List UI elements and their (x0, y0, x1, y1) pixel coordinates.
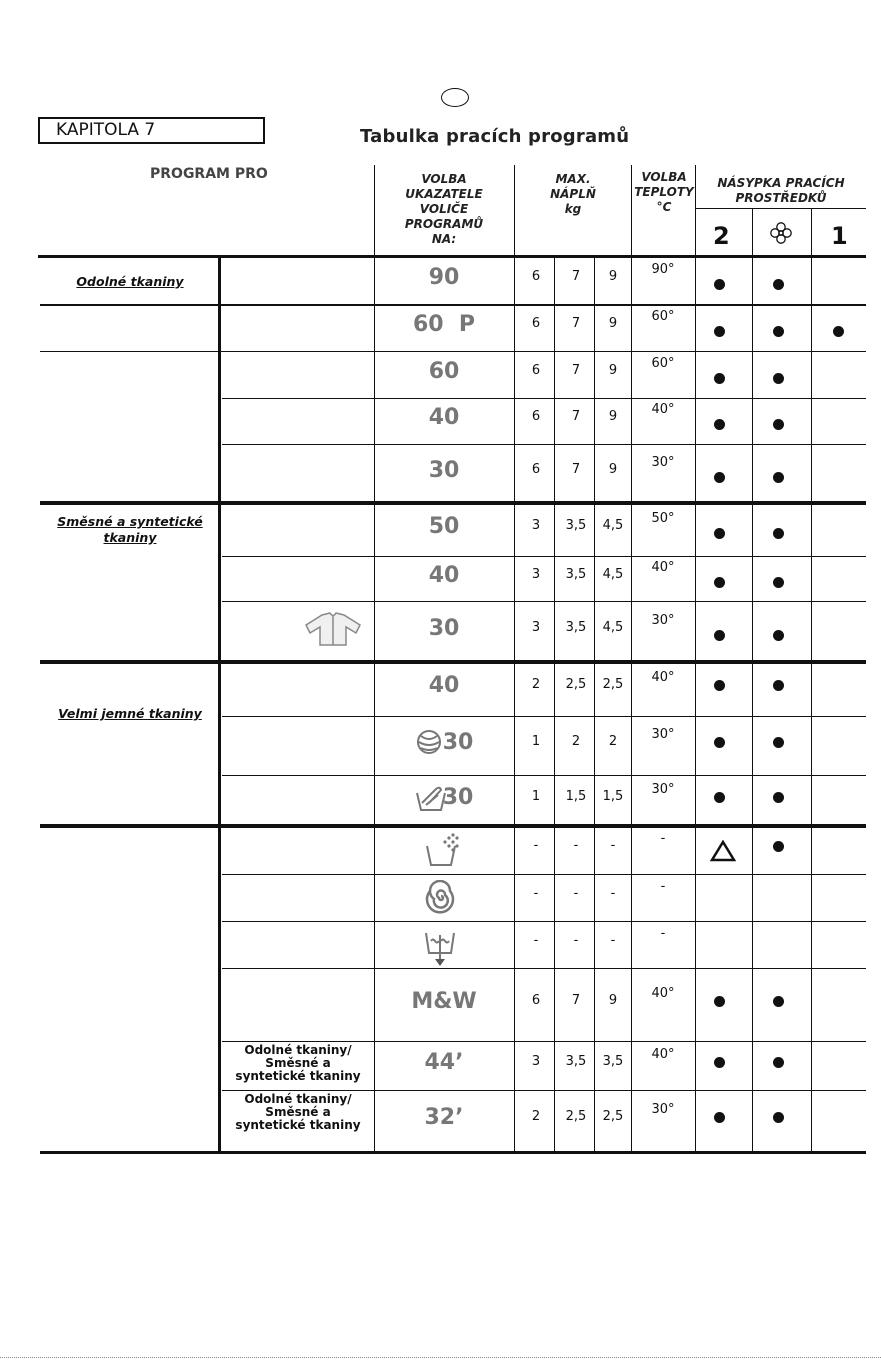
program-value: 32’ (424, 1105, 464, 1130)
dispenser-dot (773, 737, 784, 748)
load-value: 7 (571, 992, 581, 1008)
program-value: 30 (442, 784, 474, 810)
load-value: - (573, 932, 579, 948)
load-value: 4,5 (602, 517, 624, 533)
temperature-value: 30° (651, 1102, 675, 1117)
category-resistant: Odolné tkaniny (76, 274, 184, 289)
load-value: 2,5 (565, 1109, 587, 1124)
dispenser-1-label: 1 (831, 222, 848, 250)
temperature-value: 40° (651, 670, 675, 685)
grid-line (40, 660, 866, 664)
grid-line (222, 398, 866, 399)
dispenser-header: NÁSYPKA PRACÍCH PROSTŘEDKŮ (717, 176, 845, 205)
load-value: 6 (531, 409, 541, 424)
dispenser-dot (714, 528, 725, 539)
grid-line (695, 165, 696, 1152)
load-value: 1,5 (602, 788, 624, 804)
load-value: 7 (571, 362, 581, 378)
load-value: 3 (531, 566, 541, 582)
dispenser-dot (773, 841, 784, 852)
grid-line (222, 968, 866, 969)
dispenser-dot (773, 419, 784, 430)
program-value: M&W (411, 988, 477, 1014)
grid-line (222, 601, 866, 602)
temperature-header: VOLBA TEPLOTY °C (634, 170, 694, 214)
load-value: 6 (531, 362, 541, 378)
temperature-value: 40° (651, 559, 675, 575)
load-value: 7 (571, 315, 581, 331)
dispenser-dot (714, 792, 725, 803)
program-subtext: Odolné tkaniny/ Směsné a syntetické tkaniny (235, 1043, 361, 1083)
program-value: 30 (428, 615, 460, 641)
dispenser-dot (714, 326, 725, 337)
dispenser-dot (714, 472, 725, 483)
temperature-value: - (660, 878, 666, 894)
grid-line (40, 351, 866, 352)
max-load-header: MAX. NÁPLŇ kg (550, 172, 596, 216)
spin-icon (423, 880, 459, 920)
dispenser-dot (773, 1112, 784, 1123)
dispenser-dot (714, 680, 725, 691)
temperature-value: - (660, 925, 666, 941)
dispenser-dot (773, 680, 784, 691)
grid-line (40, 501, 866, 505)
load-value: 4,5 (602, 619, 624, 635)
load-value: 9 (608, 992, 618, 1008)
temperature-value: 60° (651, 355, 675, 371)
wool-icon (414, 728, 444, 760)
load-value: 3 (531, 1053, 541, 1069)
shirt-icon (302, 611, 364, 651)
grid-line (40, 1151, 866, 1154)
dispenser-dot (714, 737, 725, 748)
rinse-icon (423, 832, 463, 872)
temperature-value: 40° (651, 985, 675, 1001)
load-value: - (573, 885, 579, 901)
program-subtext: Odolné tkaniny/ Směsné a syntetické tkaniny (235, 1092, 361, 1132)
load-value: 1 (531, 788, 541, 804)
program-value: 90 (428, 265, 460, 290)
dispenser-dot (773, 528, 784, 539)
load-value: - (573, 838, 579, 853)
chapter-label: KAPITOLA 7 (38, 117, 265, 144)
temperature-value: 60° (651, 308, 675, 324)
grid-line (40, 304, 866, 306)
grid-line (696, 208, 866, 209)
load-value: 7 (571, 461, 581, 477)
program-value: 30 (428, 457, 460, 483)
load-value: 2,5 (602, 677, 624, 692)
load-value: 9 (608, 409, 618, 424)
load-value: 9 (608, 269, 618, 284)
temperature-value: 40° (651, 1046, 675, 1062)
program-value: 40 (428, 673, 460, 698)
dispenser-dot (773, 792, 784, 803)
grid-line (374, 165, 375, 1152)
load-value: 3,5 (565, 517, 587, 533)
load-value: 3 (531, 619, 541, 635)
load-value: - (533, 838, 539, 853)
handwash-icon (414, 783, 450, 817)
program-value: 44’ (424, 1049, 464, 1075)
dispenser-dot (773, 630, 784, 641)
program-value: 50 (428, 513, 460, 539)
category-mixed: Směsné a syntetické tkaniny (57, 514, 203, 545)
grid-line (222, 921, 866, 922)
dispenser-dot (714, 419, 725, 430)
program-value: 60 (428, 358, 460, 384)
load-value: 3,5 (565, 566, 587, 582)
grid-line (594, 258, 595, 1152)
grid-line (811, 208, 812, 1152)
load-value: 2 (571, 733, 581, 749)
grid-line (222, 556, 866, 557)
load-value: - (533, 932, 539, 948)
grid-line (222, 1041, 866, 1042)
grid-line (222, 874, 866, 875)
grid-line (218, 258, 221, 1152)
grid-line (38, 255, 866, 258)
grid-line (222, 775, 866, 776)
load-value: 6 (531, 269, 541, 284)
dispenser-dot (714, 279, 725, 290)
temperature-value: - (660, 831, 666, 846)
drain-icon (423, 927, 457, 971)
category-delicate: Velmi jemné tkaniny (58, 706, 202, 721)
load-value: 1,5 (565, 788, 587, 804)
dispenser-dot (773, 1057, 784, 1068)
dispenser-dot (714, 373, 725, 384)
program-value: 30 (442, 729, 474, 755)
temperature-value: 30° (651, 454, 675, 470)
page-title: Tabulka pracích programů (360, 126, 630, 147)
load-value: 3,5 (602, 1053, 624, 1069)
temperature-value: 40° (651, 402, 675, 417)
load-value: 2 (531, 677, 541, 692)
load-value: 2 (531, 1109, 541, 1124)
program-value: 40 (428, 562, 460, 588)
load-value: 1 (531, 733, 541, 749)
dispenser-dot (833, 326, 844, 337)
load-value: 3 (531, 517, 541, 533)
temperature-value: 50° (651, 510, 675, 526)
dispenser-dot (714, 1057, 725, 1068)
program-value: 60 P (412, 311, 476, 337)
program-value: 40 (428, 405, 460, 430)
page-edge-dotted-line (0, 1357, 881, 1358)
load-value: 6 (531, 461, 541, 477)
temperature-value: 30° (651, 726, 675, 742)
dispenser-dot (714, 577, 725, 588)
selector-header: VOLBA UKAZATELE VOLIČE PROGRAMŮ NA: (404, 172, 484, 246)
program-pro-header: PROGRAM PRO (150, 166, 268, 182)
grid-line (514, 165, 515, 1152)
dispenser-dot (773, 279, 784, 290)
grid-line (554, 258, 555, 1152)
load-value: 7 (571, 409, 581, 424)
grid-line (752, 208, 753, 1152)
load-value: 2 (608, 733, 618, 749)
dispenser-dot (714, 1112, 725, 1123)
load-value: 6 (531, 992, 541, 1008)
temperature-value: 30° (651, 612, 675, 628)
load-value: - (610, 885, 616, 901)
language-badge (441, 88, 469, 107)
load-value: 3,5 (565, 619, 587, 635)
grid-line (222, 1090, 866, 1091)
load-value: - (533, 885, 539, 901)
load-value: - (610, 932, 616, 948)
load-value: 3,5 (565, 1053, 587, 1069)
temperature-value: 30° (651, 781, 675, 797)
load-value: 9 (608, 315, 618, 331)
grid-line (222, 716, 866, 717)
flower-icon (769, 221, 793, 249)
dispenser-2-label: 2 (713, 222, 730, 250)
grid-line (222, 444, 866, 445)
load-value: 6 (531, 315, 541, 331)
load-value: 2,5 (565, 677, 587, 692)
dispenser-dot (714, 630, 725, 641)
dispenser-dot (714, 996, 725, 1007)
dispenser-dot (773, 373, 784, 384)
load-value: 7 (571, 269, 581, 284)
load-value: 2,5 (602, 1109, 624, 1124)
dispenser-dot (773, 996, 784, 1007)
triangle-icon (710, 840, 736, 866)
load-value: - (610, 838, 616, 853)
temperature-value: 90° (651, 262, 675, 277)
load-value: 9 (608, 362, 618, 378)
dispenser-dot (773, 472, 784, 483)
grid-line (40, 824, 866, 828)
dispenser-dot (773, 577, 784, 588)
load-value: 9 (608, 461, 618, 477)
load-value: 4,5 (602, 566, 624, 582)
dispenser-dot (773, 326, 784, 337)
